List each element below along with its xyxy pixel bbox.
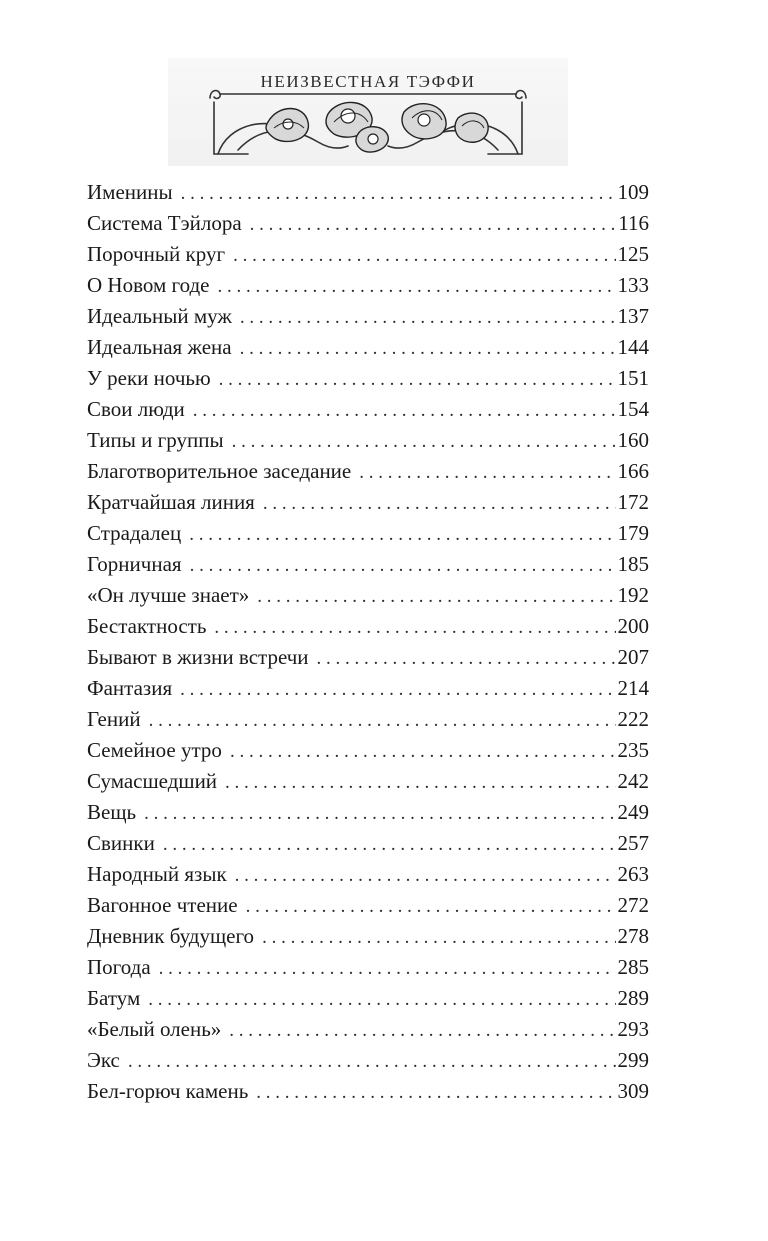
toc-entry-title: Свои люди — [87, 397, 185, 421]
toc-entry — [87, 425, 649, 456]
toc-dot-leader — [250, 209, 617, 240]
toc-dot-leader — [217, 271, 615, 302]
floral-ornament-icon — [208, 84, 528, 164]
toc-dot-leader — [163, 829, 616, 860]
toc-dot-leader — [232, 426, 616, 457]
toc-entry-title: Батум — [87, 986, 141, 1010]
toc-entry-page: 137 — [617, 304, 649, 328]
toc-entry — [87, 952, 649, 983]
toc-entry — [87, 983, 649, 1014]
toc-entry — [87, 518, 649, 549]
toc-entry-page: 207 — [617, 645, 649, 669]
toc-entry-title: Вагонное чтение — [87, 893, 238, 917]
toc-dot-leader — [246, 891, 616, 922]
toc-entry — [87, 456, 649, 487]
toc-entry-page: 249 — [617, 800, 649, 824]
toc-entry — [87, 177, 649, 208]
toc-dot-leader — [240, 333, 616, 364]
toc-entry-title: «Он лучше знает» — [87, 583, 250, 607]
toc-entry — [87, 239, 649, 270]
toc-entry — [87, 549, 649, 580]
toc-dot-leader — [230, 736, 616, 767]
toc-entry-page: 154 — [617, 397, 649, 421]
toc-dot-leader — [235, 860, 616, 891]
toc-entry-title: Дневник будущего — [87, 924, 255, 948]
toc-entry — [87, 487, 649, 518]
toc-entry-title: Сумасшедший — [87, 769, 218, 793]
toc-dot-leader — [148, 984, 615, 1015]
toc-entry-title: Типы и группы — [87, 428, 224, 452]
toc-dot-leader — [128, 1046, 616, 1077]
toc-entry-page: 289 — [617, 986, 649, 1010]
toc-entry-page: 144 — [617, 335, 649, 359]
toc-entry-page: 257 — [617, 831, 649, 855]
toc-entry-page: 160 — [617, 428, 649, 452]
toc-entry-title: Порочный круг — [87, 242, 226, 266]
toc-entry-page: 285 — [617, 955, 649, 979]
toc-entry — [87, 580, 649, 611]
toc-entry-title: Кратчайшая линия — [87, 490, 255, 514]
toc-entry — [87, 735, 649, 766]
toc-entry-page: 242 — [617, 769, 649, 793]
toc-entry-title: Свинки — [87, 831, 155, 855]
toc-entry-page: 179 — [617, 521, 649, 545]
toc-entry-title: Идеальный муж — [87, 304, 232, 328]
toc-dot-leader — [256, 1077, 615, 1108]
toc-entry-title: Бывают в жизни встречи — [87, 645, 309, 669]
book-title: НЕИЗВЕСТНАЯ ТЭФФИ — [260, 72, 476, 91]
toc-entry — [87, 208, 649, 239]
toc-entry — [87, 704, 649, 735]
toc-dot-leader — [262, 922, 615, 953]
toc-entry-title: Семейное утро — [87, 738, 222, 762]
toc-entry-page: 263 — [617, 862, 649, 886]
toc-dot-leader — [229, 1015, 615, 1046]
toc-entry-page: 214 — [617, 676, 649, 700]
toc-dot-leader — [181, 178, 616, 209]
toc-entry-title: Вещь — [87, 800, 137, 824]
toc-entry-title: О Новом годе — [87, 273, 210, 297]
toc-entry-page: 116 — [618, 211, 649, 235]
toc-entry — [87, 642, 649, 673]
toc-entry — [87, 921, 649, 952]
toc-entry — [87, 797, 649, 828]
toc-entry-page: 293 — [617, 1017, 649, 1041]
toc-entry — [87, 363, 649, 394]
toc-entry-page: 185 — [617, 552, 649, 576]
toc-entry — [87, 890, 649, 921]
toc-dot-leader — [189, 519, 615, 550]
toc-entry-page: 222 — [617, 707, 649, 731]
toc-dot-leader — [317, 643, 616, 674]
toc-entry-page: 151 — [617, 366, 649, 390]
toc-entry — [87, 394, 649, 425]
toc-entry-title: Система Тэйлора — [87, 211, 242, 235]
toc-entry-page: 133 — [617, 273, 649, 297]
toc-entry-page: 109 — [617, 180, 649, 204]
toc-entry-title: Идеальная жена — [87, 335, 232, 359]
toc-entry — [87, 859, 649, 890]
toc-entry-page: 235 — [617, 738, 649, 762]
toc-entry — [87, 673, 649, 704]
toc-entry — [87, 1014, 649, 1045]
toc-entry-title: Экс — [87, 1048, 120, 1072]
toc-dot-leader — [190, 550, 616, 581]
toc-entry-page: 278 — [617, 924, 649, 948]
toc-entry-title: Горничная — [87, 552, 182, 576]
toc-entry — [87, 1045, 649, 1076]
toc-entry — [87, 270, 649, 301]
toc-dot-leader — [180, 674, 615, 705]
running-header — [168, 58, 568, 166]
toc-entry-title: Фантазия — [87, 676, 173, 700]
toc-entry — [87, 611, 649, 642]
toc-dot-leader — [159, 953, 616, 984]
toc-dot-leader — [193, 395, 616, 426]
toc-entry-page: 172 — [617, 490, 649, 514]
toc-entry-page: 299 — [617, 1048, 649, 1072]
toc-entry-title: Благотворительное заседание — [87, 459, 352, 483]
toc-entry-title: Погода — [87, 955, 151, 979]
toc-dot-leader — [219, 364, 616, 395]
toc-entry — [87, 301, 649, 332]
toc-entry-page: 166 — [617, 459, 649, 483]
toc-dot-leader — [257, 581, 615, 612]
toc-dot-leader — [214, 612, 615, 643]
toc-entry-title: Бестактность — [87, 614, 207, 638]
toc-entry-page: 192 — [617, 583, 649, 607]
toc-entry — [87, 332, 649, 363]
toc-dot-leader — [263, 488, 616, 519]
toc-dot-leader — [225, 767, 615, 798]
toc-entry-title: Именины — [87, 180, 173, 204]
toc-entry-title: Бел-горюч камень — [87, 1079, 249, 1103]
toc-dot-leader — [144, 798, 615, 829]
toc-entry-title: Гений — [87, 707, 141, 731]
toc-entry-page: 125 — [617, 242, 649, 266]
toc-entry — [87, 828, 649, 859]
toc-dot-leader — [240, 302, 616, 333]
toc-entry — [87, 766, 649, 797]
toc-entry-page: 309 — [617, 1079, 649, 1103]
toc-entry-page: 200 — [617, 614, 649, 638]
toc-dot-leader — [233, 240, 615, 271]
toc-entry — [87, 1076, 649, 1107]
toc-entry-page: 272 — [617, 893, 649, 917]
toc-entry-title: «Белый олень» — [87, 1017, 222, 1041]
toc-dot-leader — [149, 705, 616, 736]
toc-dot-leader — [359, 457, 615, 488]
toc-entry-title: Страдалец — [87, 521, 182, 545]
table-of-contents — [87, 177, 649, 1107]
toc-entry-title: У реки ночью — [87, 366, 211, 390]
toc-entry-title: Народный язык — [87, 862, 227, 886]
